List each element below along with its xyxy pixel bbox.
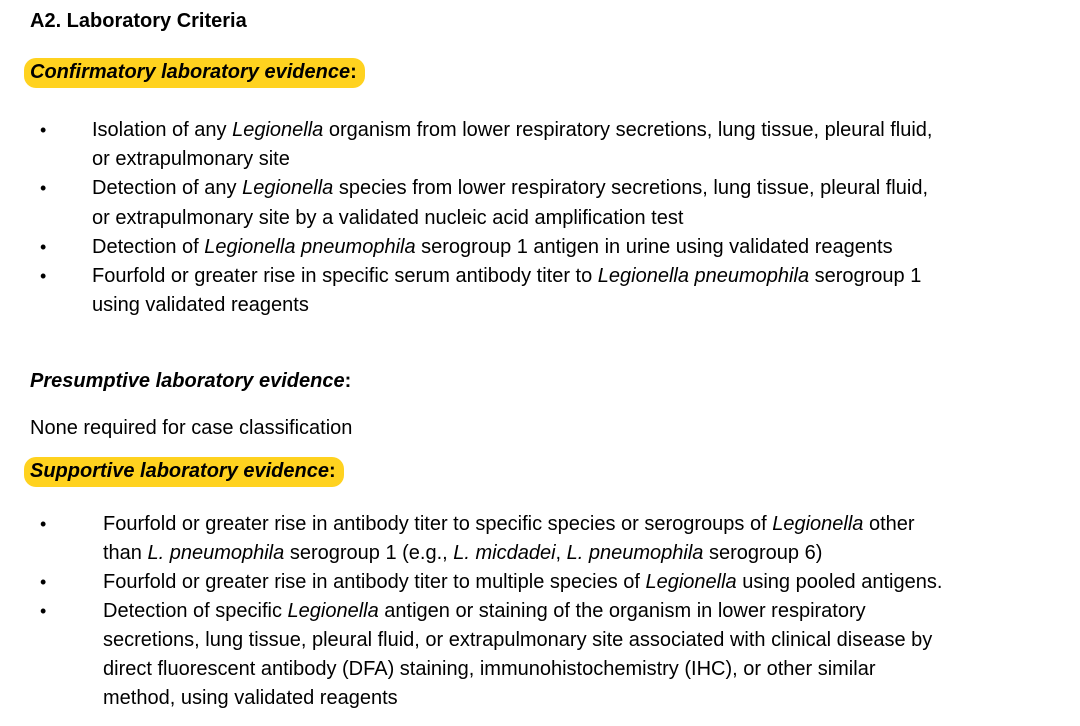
bullet-icon: • [40, 178, 47, 199]
supportive-item-3-line-3 [103, 655, 875, 684]
confirmatory-item-4-line-1 [92, 262, 921, 291]
italic-term: L. pneumophila [566, 542, 704, 564]
italic-term: Legionella [287, 600, 379, 622]
text-run: using pooled antigens. [736, 571, 943, 593]
supportive-item-3-line-2 [103, 626, 932, 655]
italic-term: Legionella pneumophila [204, 235, 416, 258]
bullet-icon: • [40, 514, 47, 534]
supportive-item-1-line-2 [103, 539, 822, 568]
text-run: or extrapulmonary site [92, 148, 290, 171]
bullet-icon: • [40, 236, 47, 257]
italic-term: Legionella [232, 119, 324, 141]
confirmatory-item-4-line-2 [92, 291, 309, 320]
italic-term: Legionella [772, 513, 864, 535]
supportive-item-3-line-4 [103, 684, 398, 713]
italic-term: Legionella [242, 177, 334, 200]
text-run: species from lower respiratory secretions, lung tissue, pleural fluid, [333, 177, 928, 200]
italic-term: Legionella [645, 571, 737, 593]
confirmatory-item-2-line-2 [92, 204, 683, 233]
text-run: direct fluorescent antibody (DFA) staining, immunohistochemistry (IHC), or other similar [103, 658, 876, 680]
section-title: A2. Laboratory Criteria [30, 10, 247, 32]
text-run: than [103, 542, 148, 564]
italic-term: L. micdadei [453, 542, 556, 564]
text-run: antigen or staining of the organism in lower respiratory [378, 600, 866, 622]
italic-term: Legionella pneumophila [597, 265, 810, 287]
confirmatory-item-1-line-1 [92, 116, 932, 145]
presumptive-text: None required for case classification [30, 417, 353, 439]
italic-term: L. pneumophila [147, 542, 285, 564]
confirmatory-colon: : [350, 61, 357, 83]
text-run: Detection of specific [103, 600, 288, 622]
text-run: Detection of [92, 235, 205, 258]
text-run: serogroup 1 [809, 265, 922, 287]
presumptive-colon: : [344, 370, 352, 392]
confirmatory-item-1-line-2 [92, 145, 290, 174]
confirmatory-label: Confirmatory laboratory evidence [30, 61, 351, 83]
supportive-label: Supportive laboratory evidence [30, 460, 329, 482]
bullet-icon: • [40, 266, 47, 286]
presumptive-label: Presumptive laboratory evidence [30, 370, 345, 392]
text-run: secretions, lung tissue, pleural fluid, or extrapulmonary site associated with clinical disease by [103, 629, 933, 651]
text-run: Fourfold or greater rise in antibody titer to specific species or serogroups of [103, 513, 773, 535]
bullet-icon: • [40, 120, 47, 140]
text-run: serogroup 6) [703, 542, 823, 564]
text-run: , [555, 542, 567, 564]
confirmatory-item-2-line-1 [92, 174, 928, 203]
supportive-colon: : [328, 460, 336, 482]
confirmatory-item-3-line-1 [92, 233, 893, 262]
text-run: Detection of any [92, 177, 243, 200]
supportive-item-2-line-1 [103, 568, 942, 597]
supportive-item-3-line-1 [103, 597, 866, 626]
bullet-icon: • [40, 572, 47, 592]
confirmatory-label-highlight [24, 60, 365, 84]
text-run: Fourfold or greater rise in specific serum antibody titer to [92, 265, 598, 287]
text-run: method, using validated reagents [103, 687, 398, 709]
supportive-label-highlight [24, 459, 344, 483]
text-run: serogroup 1 (e.g., [284, 542, 454, 564]
text-run: Fourfold or greater rise in antibody titer to multiple species of [103, 571, 646, 593]
text-run: organism from lower respiratory secretions, lung tissue, pleural fluid, [323, 119, 933, 141]
text-run: serogroup 1 antigen in urine using validated reagents [415, 235, 893, 258]
text-run: Isolation of any [92, 119, 233, 141]
bullet-icon: • [40, 601, 47, 621]
text-run: or extrapulmonary site by a validated nucleic acid amplification test [92, 206, 684, 229]
supportive-item-1-line-1 [103, 510, 915, 539]
text-run: using validated reagents [92, 294, 309, 317]
presumptive-label-block [30, 369, 351, 393]
text-run: other [863, 513, 915, 535]
